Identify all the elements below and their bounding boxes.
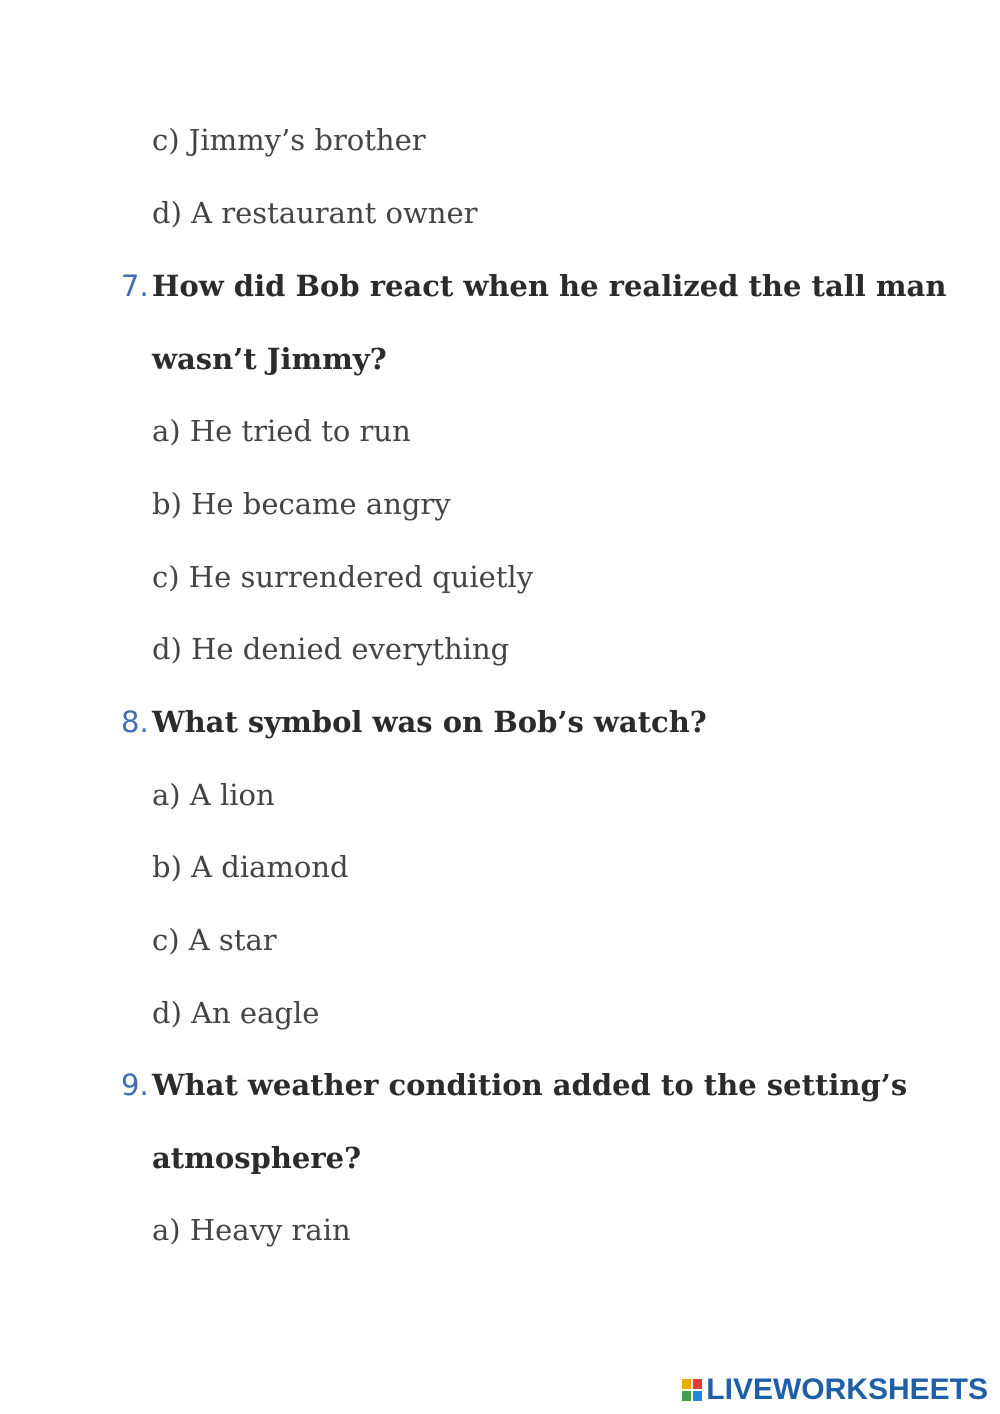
question-7-text-cont: wasn’t Jimmy? <box>152 342 387 376</box>
q7-option-a: a) He tried to run <box>152 414 411 448</box>
question-number-8: 8. <box>121 705 149 739</box>
q8-option-c: c) A star <box>152 923 277 957</box>
q6-option-d: d) A restaurant owner <box>152 196 478 230</box>
q9-option-a: a) Heavy rain <box>152 1213 351 1247</box>
q7-option-b: b) He became angry <box>152 487 451 521</box>
liveworksheets-logo-icon <box>681 1378 703 1402</box>
question-7-text: How did Bob react when he realized the tall man <box>152 269 947 303</box>
question-9-text: What weather condition added to the setting’s <box>152 1068 908 1102</box>
q7-option-c: c) He surrendered quietly <box>152 560 534 594</box>
question-9-text-cont: atmosphere? <box>152 1141 362 1175</box>
logo-wordmark: LIVEWORKSHEETS <box>706 1373 988 1406</box>
question-number-9: 9. <box>121 1068 149 1102</box>
question-number-7: 7. <box>121 269 149 303</box>
q8-option-d: d) An eagle <box>152 996 320 1030</box>
liveworksheets-logo[interactable] <box>681 1372 988 1408</box>
q6-option-c: c) Jimmy’s brother <box>152 123 426 157</box>
q8-option-b: b) A diamond <box>152 850 349 884</box>
question-8-text: What symbol was on Bob’s watch? <box>152 705 707 739</box>
q7-option-d: d) He denied everything <box>152 632 510 666</box>
q8-option-a: a) A lion <box>152 778 275 812</box>
